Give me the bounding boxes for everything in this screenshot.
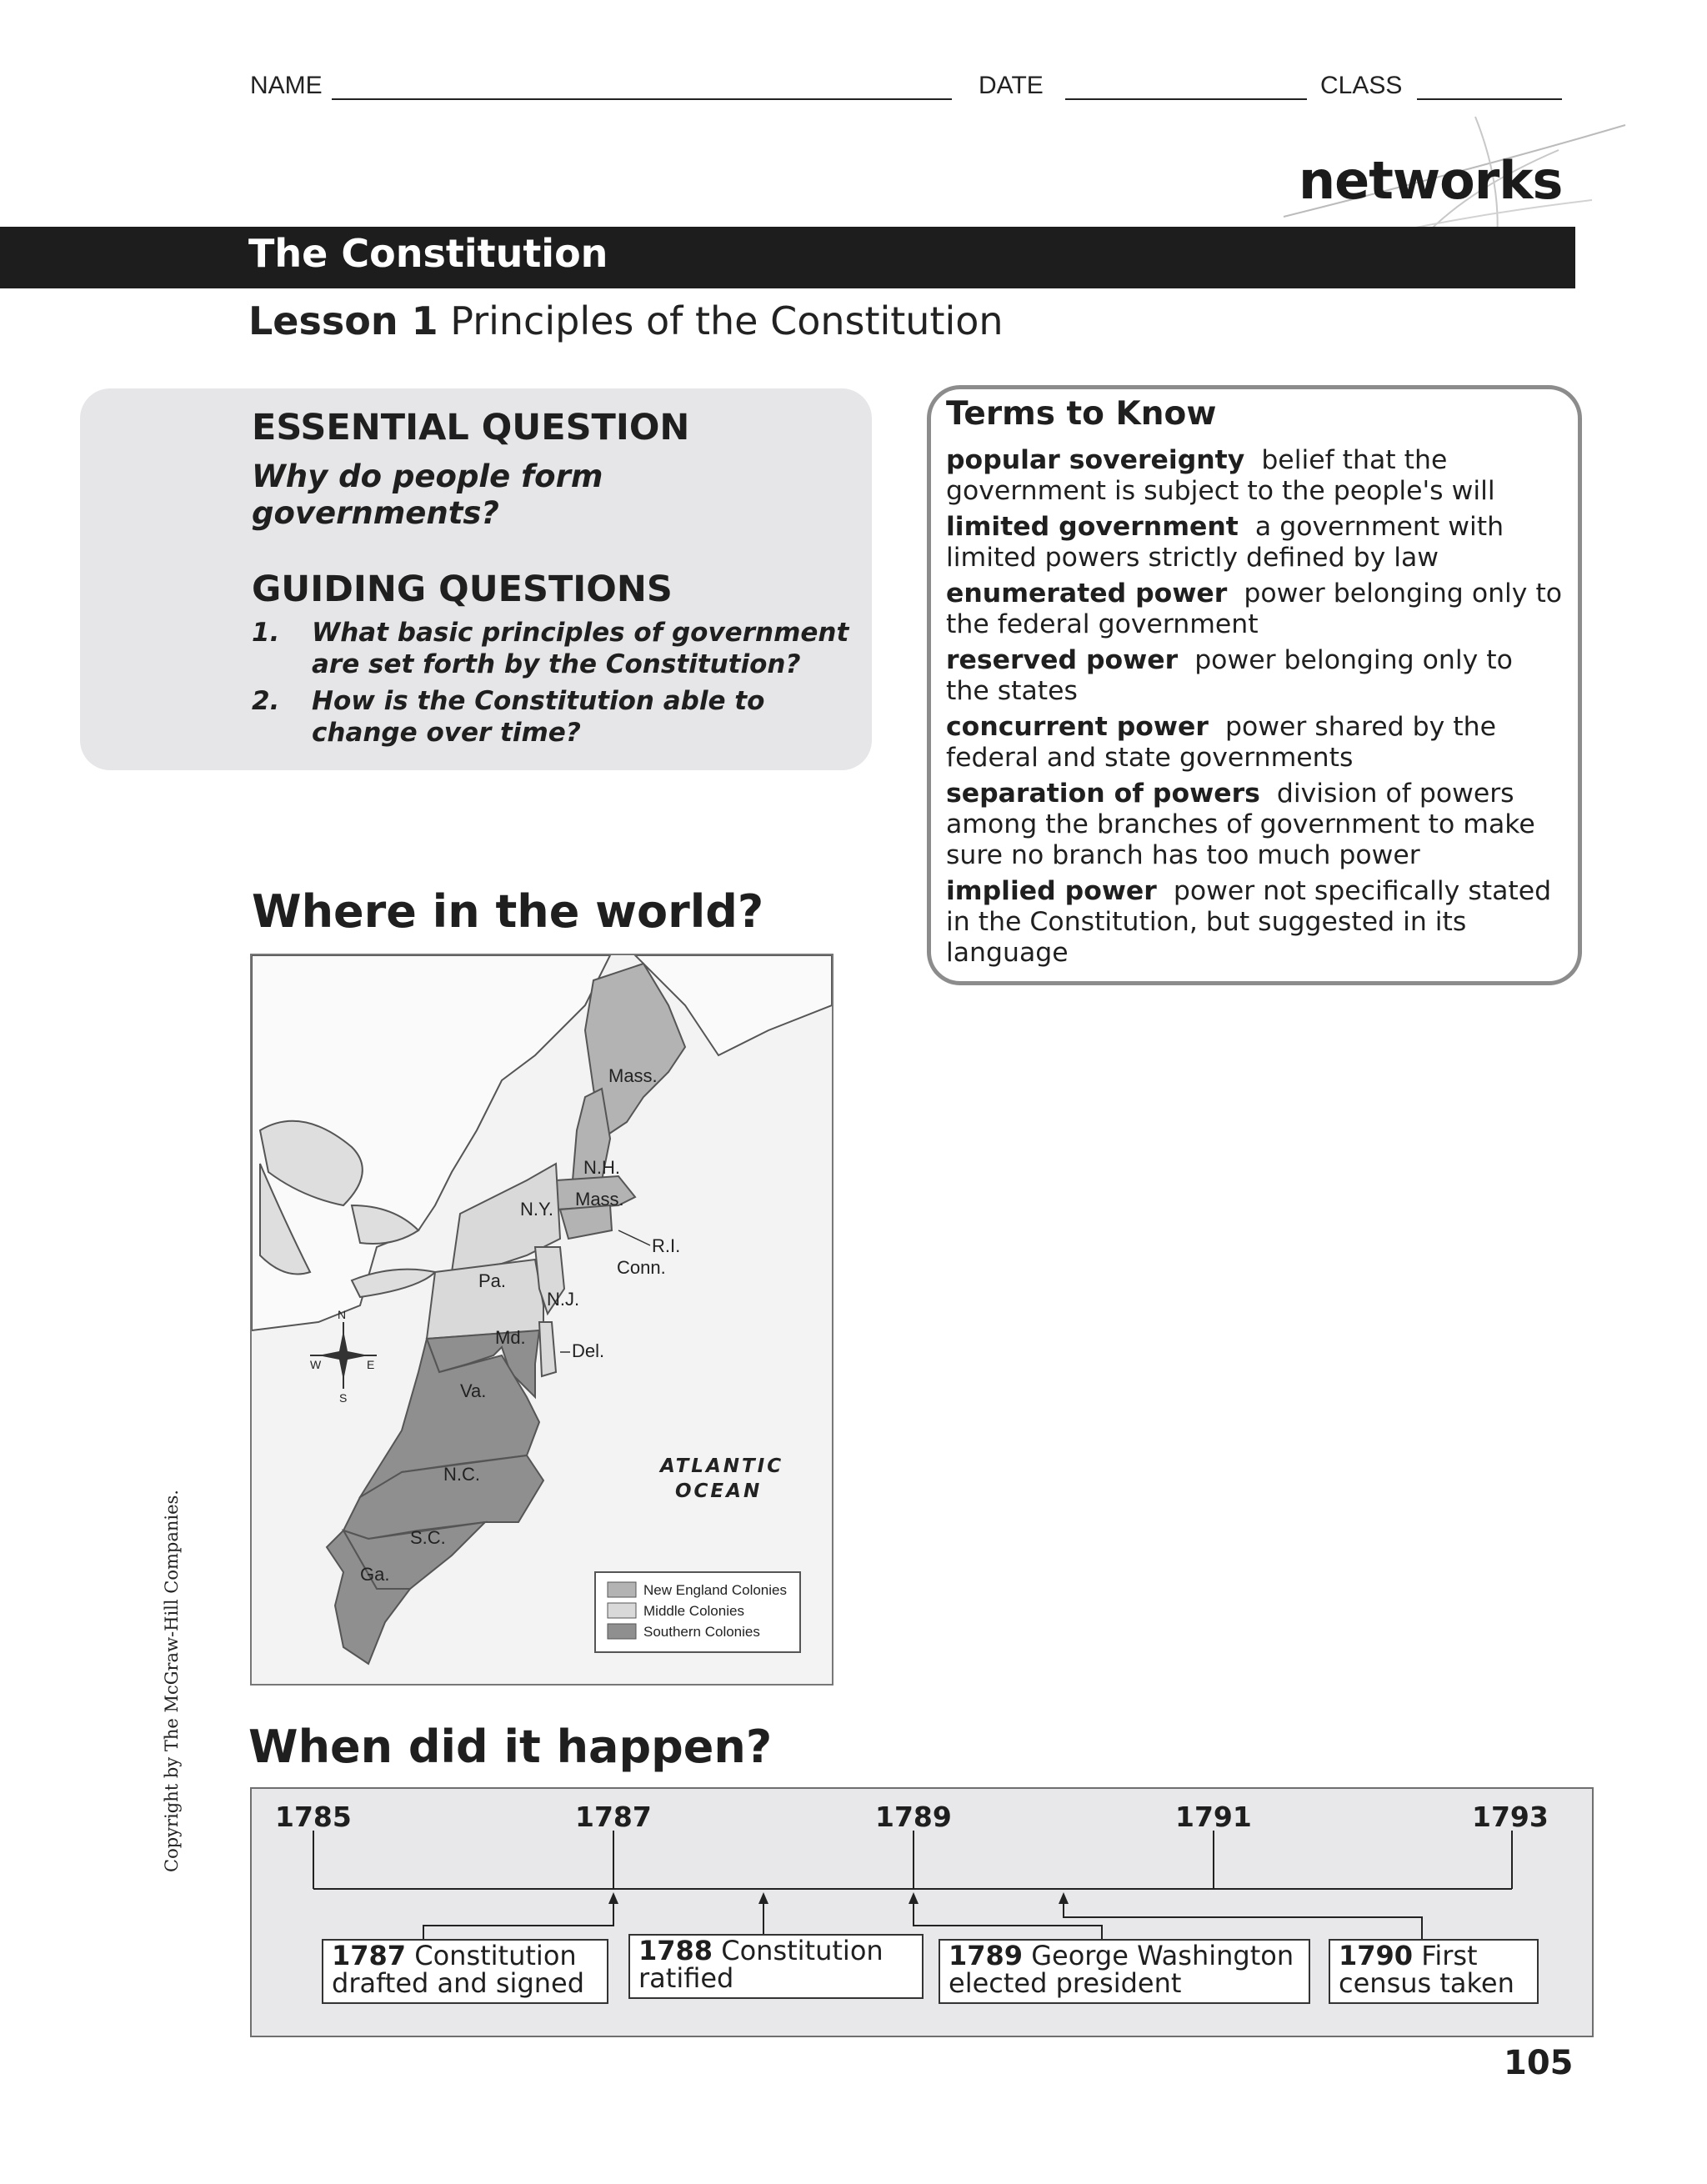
- chapter-title: The Constitution: [248, 231, 608, 276]
- compass-e: E: [367, 1358, 375, 1371]
- term-item: [946, 645, 1563, 707]
- map-label-pa: Pa.: [478, 1270, 507, 1291]
- legend-southern: Southern Colonies: [643, 1624, 760, 1640]
- map-label-sc: S.C.: [410, 1527, 446, 1548]
- event-text: Constitution: [721, 1935, 884, 1966]
- term-name: reserved power: [946, 645, 1179, 675]
- guiding-question-number: 1.: [252, 618, 280, 648]
- timeline-year: 1787: [575, 1801, 652, 1833]
- name-label: NAME: [250, 72, 323, 99]
- event-text: ratified: [638, 1962, 734, 1994]
- name-field[interactable]: [332, 98, 952, 100]
- lesson-title: Principles of the Constitution: [450, 298, 1004, 343]
- lesson-heading: [248, 298, 1004, 343]
- chapter-band: [0, 227, 1575, 288]
- term-definition: power shared by the federal and state governments: [946, 712, 1496, 773]
- map-label-mass: Mass.: [575, 1189, 624, 1210]
- class-label: CLASS: [1320, 72, 1403, 99]
- event-year: 1789: [949, 1940, 1024, 1971]
- timeline-event: [322, 1939, 608, 2004]
- ocean-label-line2: OCEAN: [675, 1480, 763, 1502]
- timeline-year: 1791: [1175, 1801, 1252, 1833]
- guiding-question-text: What basic principles of government are set forth by the Constitution?: [312, 618, 849, 679]
- term-name: separation of powers: [946, 779, 1260, 809]
- event-text: census taken: [1339, 1967, 1514, 1999]
- timeline-event: [1329, 1939, 1539, 2004]
- lesson-number: Lesson 1: [248, 298, 438, 343]
- map-label-ny: N.Y.: [520, 1199, 553, 1220]
- guiding-question-number: 2.: [252, 686, 280, 716]
- terms-list: [946, 445, 1563, 969]
- term-item: [946, 512, 1563, 574]
- compass-n: N: [338, 1308, 347, 1321]
- map-label-del: Del.: [572, 1340, 605, 1361]
- event-text: Constitution: [414, 1940, 577, 1971]
- event-text: drafted and signed: [332, 1967, 585, 1999]
- map-label-nh: N.H.: [583, 1157, 620, 1178]
- compass-w: W: [310, 1358, 322, 1371]
- event-text: elected president: [949, 1967, 1182, 1999]
- essential-question-text: Why do people form governments?: [252, 458, 603, 531]
- term-definition: power belonging only to the states: [946, 645, 1513, 706]
- term-definition: division of powers among the branches of government to make sure no branch has too much power: [946, 779, 1535, 870]
- timeline-year: 1789: [875, 1801, 952, 1833]
- page-number: 105: [1504, 2044, 1574, 2082]
- term-item: [946, 712, 1563, 774]
- colonies-map: [250, 954, 833, 1686]
- map-label-nc: N.C.: [443, 1464, 480, 1485]
- event-year: 1790: [1339, 1940, 1414, 1971]
- guiding-questions-heading: GUIDING QUESTIONS: [252, 569, 673, 610]
- date-label: DATE: [979, 72, 1044, 99]
- map-legend: [595, 1572, 800, 1652]
- map-label-md: Md.: [495, 1327, 526, 1348]
- term-item: [946, 779, 1563, 871]
- term-definition: a government with limited powers strictly defined by law: [946, 512, 1504, 573]
- compass-s: S: [339, 1391, 348, 1405]
- term-item: [946, 876, 1563, 969]
- event-text: George Washington: [1031, 1940, 1294, 1971]
- term-definition: power belonging only to the federal government: [946, 579, 1563, 639]
- timeline-year: 1785: [275, 1801, 352, 1833]
- timeline-event: [628, 1934, 924, 1999]
- timeline-year: 1793: [1472, 1801, 1549, 1833]
- term-item: [946, 579, 1563, 640]
- terms-heading: Terms to Know: [946, 395, 1217, 433]
- term-name: concurrent power: [946, 712, 1209, 742]
- colonies-map-svg: [252, 955, 832, 1684]
- map-label-nj: N.J.: [547, 1289, 580, 1310]
- term-definition: power not specifically stated in the Constitution, but suggested in its language: [946, 876, 1552, 968]
- map-heading: Where in the world?: [252, 885, 764, 938]
- timeline-heading: When did it happen?: [248, 1721, 773, 1773]
- term-name: enumerated power: [946, 579, 1228, 609]
- legend-middle: Middle Colonies: [643, 1603, 744, 1619]
- term-item: [946, 445, 1563, 507]
- term-name: limited government: [946, 512, 1239, 542]
- networks-logo: networks: [1299, 150, 1563, 211]
- term-definition: belief that the government is subject to the people's will: [946, 445, 1495, 506]
- essential-question-heading: ESSENTIAL QUESTION: [252, 407, 690, 448]
- timeline-event: [939, 1939, 1310, 2004]
- map-label-va: Va.: [460, 1380, 487, 1401]
- event-year: 1787: [332, 1940, 407, 1971]
- guiding-question-text: How is the Constitution able to change over time?: [312, 686, 765, 748]
- term-name: implied power: [946, 876, 1157, 906]
- event-year: 1788: [638, 1935, 713, 1966]
- event-text: First: [1421, 1940, 1478, 1971]
- legend-new-england: New England Colonies: [643, 1582, 787, 1598]
- map-label-conn: Conn.: [617, 1257, 666, 1278]
- map-label-ga: Ga.: [360, 1564, 390, 1585]
- term-name: popular sovereignty: [946, 445, 1245, 475]
- map-label-mass-north: Mass.: [608, 1065, 658, 1086]
- copyright-notice: Copyright by The McGraw-Hill Companies.: [162, 1490, 182, 1872]
- map-label-ri: R.I.: [652, 1235, 681, 1256]
- ocean-label-line1: ATLANTIC: [660, 1455, 784, 1477]
